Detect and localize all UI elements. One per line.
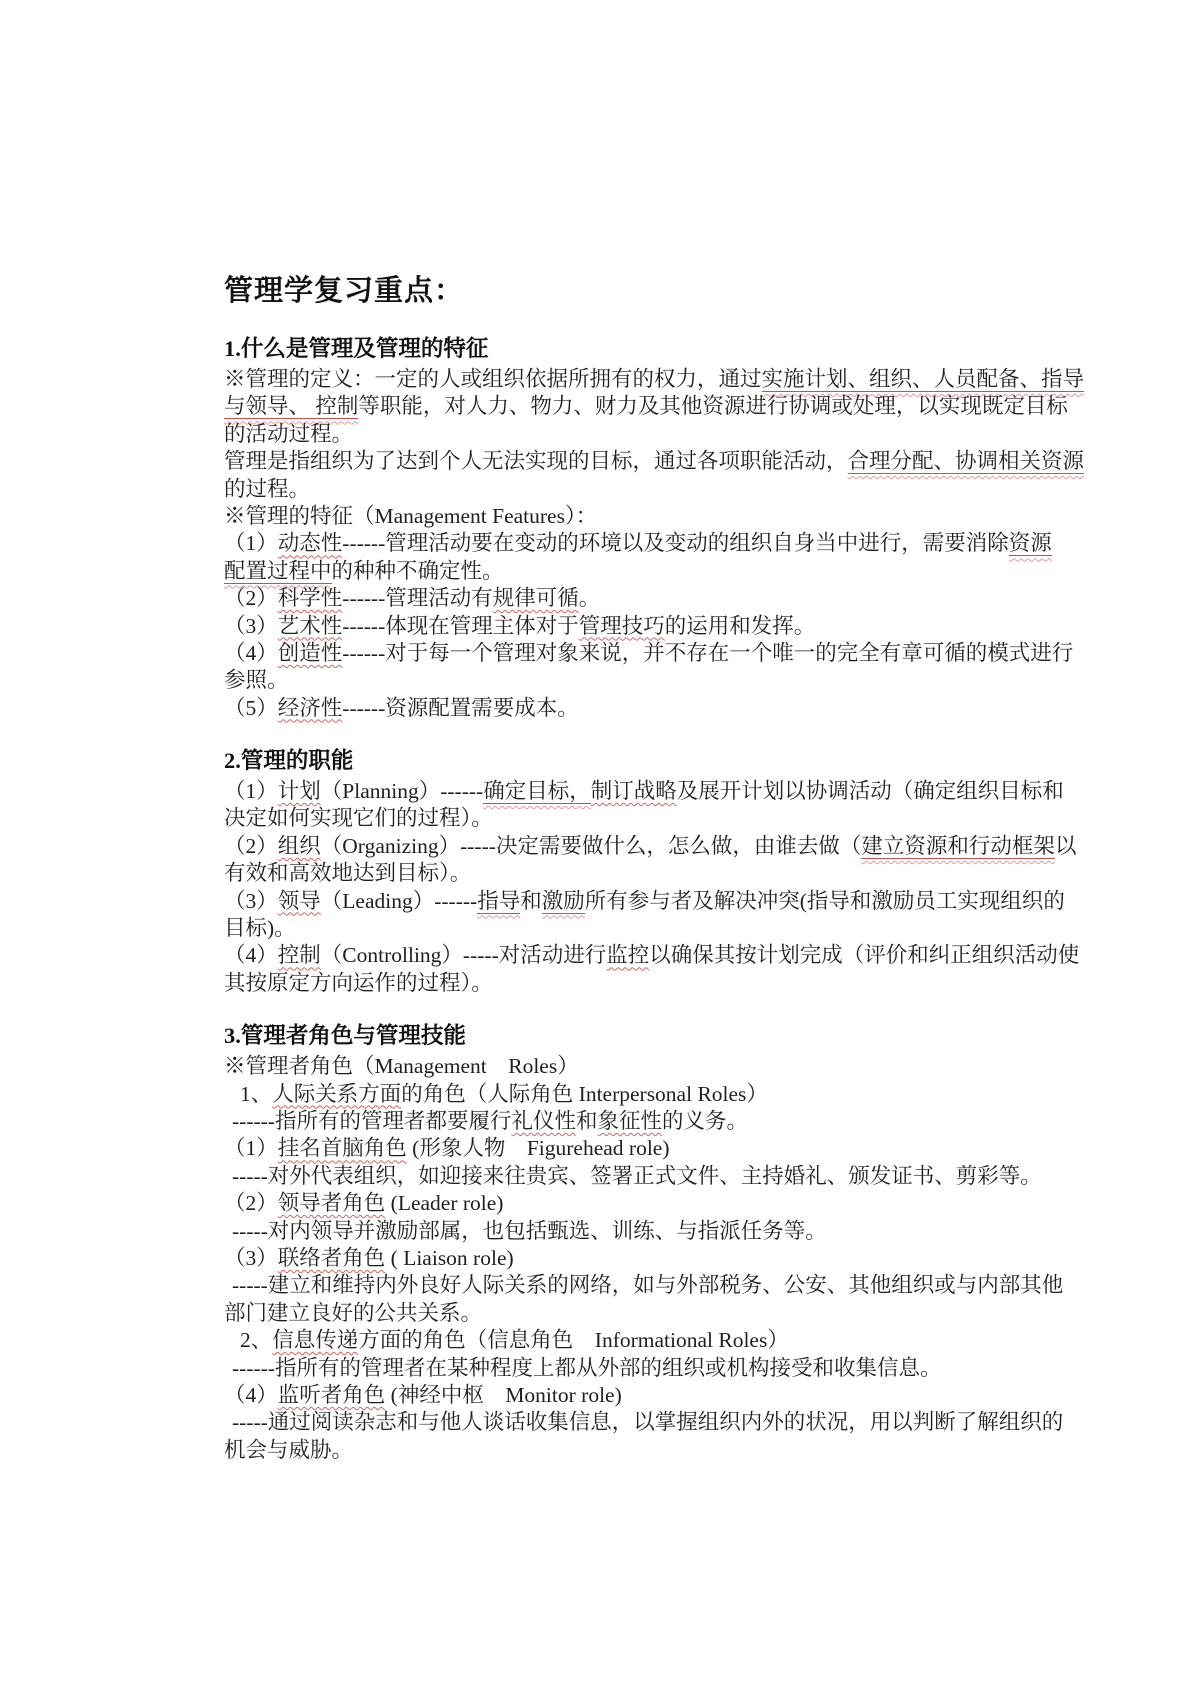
text-segment: 决定如何实现它们的过程）。: [224, 806, 493, 831]
text-segment: （2）: [224, 1191, 278, 1216]
text-segment: ------体现在管理主体对于: [342, 613, 579, 638]
text-segment: （3）: [224, 613, 278, 638]
text-segment: 以: [1054, 833, 1077, 858]
text-segment: （Planning）------: [320, 779, 484, 804]
red-underlined-term: 控制: [277, 943, 321, 968]
text-segment: 的运用和发挥。: [664, 613, 816, 638]
text-segment: 管理是指组织为了达到个人无法实现的目标，通过各项职能活动，: [224, 449, 848, 474]
red-underlined-term: 监听者角色: [277, 1382, 386, 1407]
red-underlined-term: 合理分配、协调相关资源: [847, 449, 1085, 474]
text-segment: 部门建立良好的公共关系。: [224, 1300, 483, 1325]
text-line: [224, 970, 964, 997]
text-segment: -----建立和维持内外良好人际关系的网络，如与外部税务、公安、其他组织或与内部其他: [232, 1273, 1064, 1298]
text-segment: 等职能，对人力、物力、财力及其他资源进行协调或处理，以实现既定目标: [358, 394, 1068, 419]
text-line: [224, 1053, 964, 1080]
text-line: [224, 476, 964, 503]
text-segment: 其按原定方向运作的过程）。: [224, 970, 493, 995]
text-segment: 的种种不确定性。: [331, 558, 504, 583]
text-line: [224, 1135, 964, 1162]
text-line: [224, 778, 1064, 805]
document-title: 管理学复习重点：: [224, 275, 465, 307]
red-underlined-term: 监控: [606, 943, 650, 968]
text-segment: （Leading）------: [320, 888, 478, 913]
document-section: [224, 1021, 1064, 1464]
text-line: [224, 1245, 964, 1272]
red-underlined-term: 信息传递: [272, 1328, 359, 1353]
text-line: [224, 558, 964, 585]
text-segment: 的过程。: [224, 476, 311, 501]
text-line: [224, 1108, 964, 1135]
text-segment: 的活动过程。: [224, 421, 354, 446]
text-line: [224, 833, 1077, 860]
section-heading: 3.管理者角色与管理技能: [224, 1023, 466, 1049]
red-underlined-term: 确定目标，: [483, 779, 591, 804]
text-segment: （3）: [224, 888, 278, 913]
text-line: [224, 1272, 1064, 1299]
text-line: [224, 1327, 964, 1354]
text-line: [224, 915, 964, 942]
text-line: [224, 942, 1080, 969]
text-segment: （1）: [224, 1136, 278, 1161]
text-segment: 和: [520, 888, 542, 913]
text-line: [224, 585, 964, 612]
text-segment: 的角色（人际角色 Interpersonal Roles）: [401, 1081, 768, 1106]
document-section: [224, 746, 1080, 997]
document-page: [224, 272, 1085, 1464]
text-segment: 目标)。: [224, 916, 296, 941]
red-underlined-term: 动态性: [277, 531, 343, 556]
red-underlined-term: 指导: [477, 888, 521, 913]
text-segment: ------对于每一个管理对象来说，并不存在一个唯一的完全有章可循的模式进行: [342, 640, 1074, 665]
text-segment: 以确保其按计划完成（评价和纠正组织活动使: [649, 943, 1080, 968]
text-segment: （5）: [224, 695, 278, 720]
section-heading: 2.管理的职能: [224, 748, 354, 774]
text-line: [224, 1163, 1042, 1190]
text-line: [224, 393, 1068, 420]
section-heading: 1.什么是管理及管理的特征: [224, 336, 489, 361]
text-segment: （Organizing）-----决定需要做什么，怎么做，由谁去做（: [320, 833, 862, 858]
text-segment: 的义务。: [662, 1108, 749, 1133]
text-segment: （4）: [224, 943, 278, 968]
text-line: [224, 860, 964, 887]
text-segment: 方面的角色（信息角色 Informational Roles）: [358, 1328, 789, 1353]
text-line: [224, 1355, 964, 1382]
text-line: [224, 640, 1074, 667]
document-section: [224, 334, 1085, 722]
text-segment: 机会与威胁。: [224, 1437, 354, 1462]
text-segment: （4）: [224, 640, 278, 665]
text-segment: （1）: [224, 779, 278, 804]
text-segment: ※管理者角色（Management Roles）: [224, 1054, 579, 1079]
text-line: [224, 1190, 964, 1217]
text-segment: -----对内领导并激励部属，也包括甄选、训练、与指派任务等。: [232, 1218, 827, 1243]
text-segment: 1、: [240, 1081, 273, 1106]
document-body: [224, 334, 1085, 1464]
red-underlined-term: 科学性: [277, 586, 343, 611]
text-segment: ------指所有的管理者都要履行: [232, 1108, 512, 1133]
red-underlined-term: 组织: [277, 833, 321, 858]
red-underlined-term: 人际关系方面: [272, 1081, 402, 1106]
text-segment: 2、: [240, 1328, 273, 1353]
text-segment: ------管理活动有: [342, 586, 493, 611]
text-line: [224, 805, 964, 832]
red-underlined-term: 经济性: [277, 695, 343, 720]
text-segment: 所有参与者及解决冲突(指导和激励员工实现组织的: [584, 888, 1065, 913]
red-underlined-term: 领导者角色: [277, 1191, 386, 1216]
text-segment: ※管理的特征（Management Features）：: [224, 503, 598, 528]
red-underlined-term: 激励: [541, 888, 585, 913]
text-segment: ------资源配置需要成本。: [342, 695, 579, 720]
text-line: [224, 695, 964, 722]
red-underlined-term: 规律可循: [492, 586, 579, 611]
text-segment: ------管理活动要在变动的环境以及变动的组织自身当中进行，需要消除: [342, 531, 1009, 556]
red-underlined-term: 实施计划、组织、人员配备、指导: [761, 367, 1085, 391]
text-line: [224, 1081, 964, 1108]
red-underlined-term: 挂名首脑角色: [277, 1136, 407, 1161]
text-line: [224, 530, 1052, 557]
text-segment: 参照。: [224, 668, 289, 693]
red-underlined-term: 创造性: [277, 640, 343, 665]
red-underlined-term: 领导: [277, 888, 321, 913]
text-segment: （2）: [224, 586, 278, 611]
red-underlined-term: 资源: [1008, 531, 1052, 556]
text-segment: （4）: [224, 1382, 278, 1407]
text-segment: ※管理的定义：一定的人或组织依据所拥有的权力，通过: [224, 367, 762, 391]
text-line: [224, 366, 1085, 393]
text-segment: （3）: [224, 1245, 278, 1270]
red-underlined-term: 制订战略: [590, 779, 677, 804]
red-underlined-term: 礼仪性: [511, 1108, 576, 1133]
text-line: [224, 1437, 964, 1464]
text-segment: （2）: [224, 833, 278, 858]
text-segment: 有效和高效地达到目标）。: [224, 861, 472, 886]
text-line: [224, 448, 1085, 475]
red-underlined-term: 与领导、 控制: [224, 394, 359, 419]
text-line: [224, 888, 1065, 915]
text-segment: (Leader role): [385, 1191, 504, 1216]
text-segment: -----通过阅读杂志和与他人谈话收集信息，以掌握组织内外的状况，用以判断了解组织的: [232, 1410, 1064, 1435]
text-line: [224, 1218, 964, 1245]
red-underlined-term: 艺术性: [277, 613, 343, 638]
text-segment: （Controlling）-----对活动进行: [320, 943, 607, 968]
text-segment: ( Liaison role): [385, 1245, 514, 1270]
text-line: [224, 1300, 964, 1327]
text-line: [224, 613, 964, 640]
text-line: [224, 1382, 964, 1409]
red-underlined-term: 象征性: [597, 1108, 663, 1133]
red-underlined-term: 管理技巧: [578, 613, 665, 638]
text-line: [224, 503, 964, 530]
text-segment: 及展开计划以协调活动（确定组织目标和: [676, 779, 1064, 804]
text-line: [224, 421, 964, 448]
text-segment: 和: [575, 1108, 598, 1133]
text-line: [224, 667, 964, 694]
red-underlined-term: 计划: [277, 779, 321, 804]
text-segment: (形象人物 Figurehead role): [406, 1136, 670, 1161]
red-underlined-term: 联络者角色: [277, 1245, 386, 1270]
text-line: [224, 1409, 1064, 1436]
text-segment: 。: [578, 586, 601, 611]
red-underlined-term: 配置过程中: [224, 558, 332, 583]
text-segment: (神经中枢 Monitor role): [385, 1382, 622, 1407]
text-segment: （1）: [224, 531, 278, 556]
text-segment: ------指所有的管理者在某种程度上都从外部的组织或机构接受和收集信息。: [232, 1355, 942, 1380]
text-segment: -----对外代表组织，如迎接来往贵宾、签署正式文件、主持婚礼、颁发证书、剪彩等。: [232, 1163, 1042, 1188]
red-underlined-term: 建立资源和行动框架: [861, 833, 1055, 858]
